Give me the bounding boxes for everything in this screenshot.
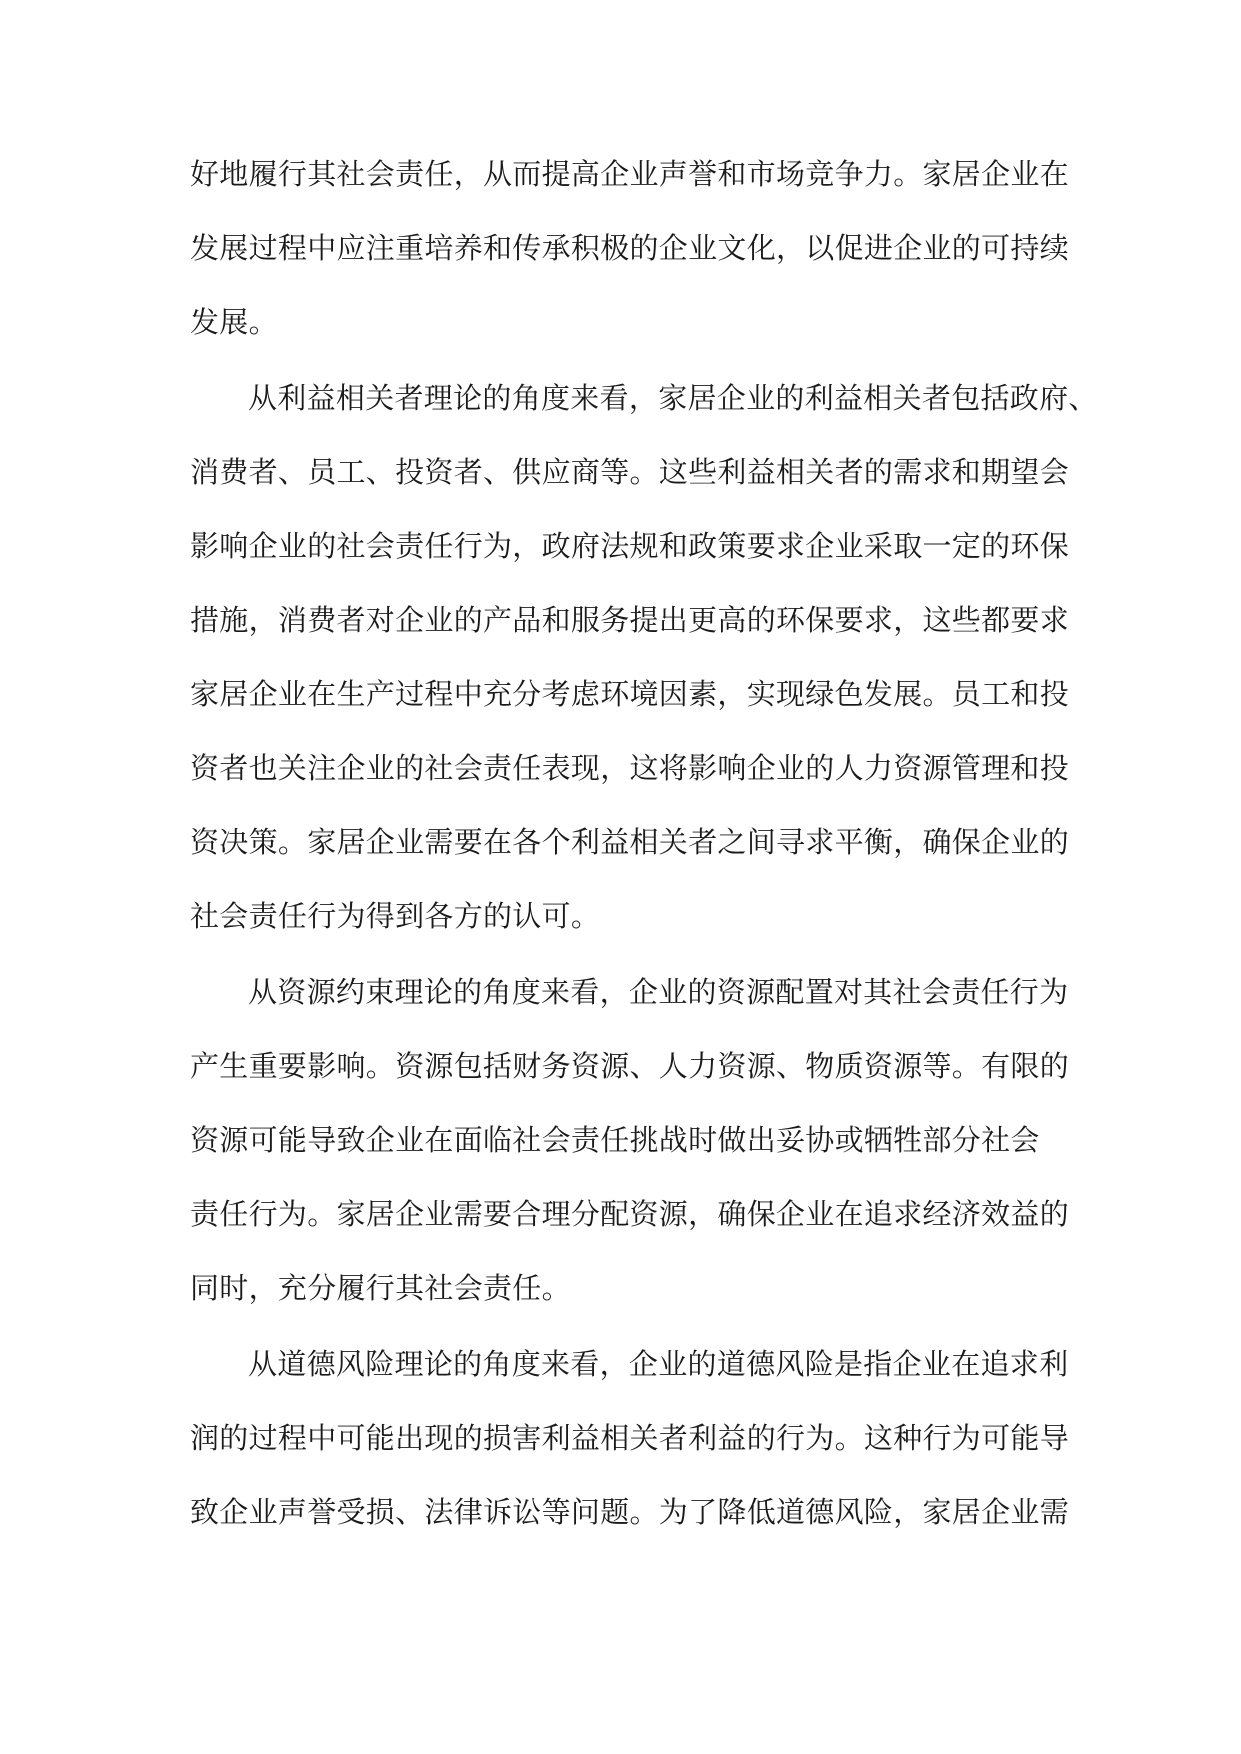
paragraph-first-line: 从道德风险理论的角度来看，企业的道德风险是指企业在追求利 [248,1347,1069,1381]
paragraph-first-line: 从利益相关者理论的角度来看，家居企业的利益相关者包括政府、 [248,381,1098,415]
text-line: 好地履行其社会责任，从而提高企业声誉和市场竞争力。家居企业在 [190,157,1070,191]
text-line: 家居企业在生产过程中充分考虑环境因素，实现绿色发展。员工和投 [190,677,1070,711]
text-line: 发展过程中应注重培养和传承积极的企业文化，以促进企业的可持续 [190,231,1070,265]
text-line: 润的过程中可能出现的损害利益相关者利益的行为。这种行为可能导 [190,1421,1070,1455]
text-line: 消费者、员工、投资者、供应商等。这些利益相关者的需求和期望会 [190,455,1070,489]
text-line: 资源可能导致企业在面临社会责任挑战时做出妥协或牺牲部分社会 [190,1123,1040,1157]
paragraph-first-line: 从资源约束理论的角度来看，企业的资源配置对其社会责任行为 [248,975,1069,1009]
text-line: 同时，充分履行其社会责任。 [190,1271,571,1305]
text-line: 影响企业的社会责任行为，政府法规和政策要求企业采取一定的环保 [190,529,1070,563]
text-line: 发展。 [190,305,278,339]
text-line: 责任行为。家居企业需要合理分配资源，确保企业在追求经济效益的 [190,1197,1070,1231]
text-line: 资决策。家居企业需要在各个利益相关者之间寻求平衡，确保企业的 [190,825,1070,859]
text-line: 致企业声誉受损、法律诉讼等问题。为了降低道德风险，家居企业需 [190,1495,1070,1529]
text-line: 产生重要影响。资源包括财务资源、人力资源、物质资源等。有限的 [190,1049,1070,1083]
text-line: 措施，消费者对企业的产品和服务提出更高的环保要求，这些都要求 [190,603,1070,637]
text-line: 资者也关注企业的社会责任表现，这将影响企业的人力资源管理和投 [190,751,1070,785]
text-line: 社会责任行为得到各方的认可。 [190,899,601,933]
